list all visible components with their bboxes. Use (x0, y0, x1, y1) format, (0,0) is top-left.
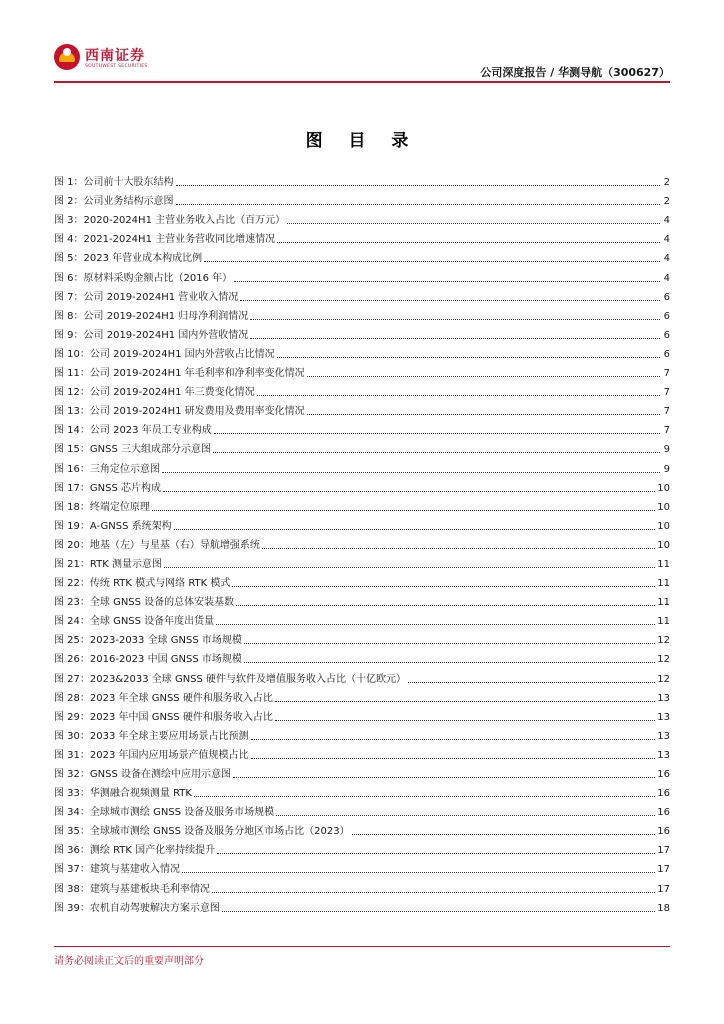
toc-entry-label: 图 34：全球城市测绘 GNSS 设备及服务市场规模 (54, 807, 275, 819)
toc-entry-page-number: 9 (663, 463, 670, 475)
logo-emblem-icon (54, 44, 80, 70)
page-header (0, 0, 724, 84)
toc-entry-label: 图 7：公司 2019-2024H1 营业收入情况 (54, 291, 239, 303)
toc-entry[interactable] (54, 170, 670, 189)
toc-dot-leader (216, 624, 655, 625)
header-divider (54, 81, 670, 83)
toc-dot-leader (250, 338, 660, 339)
toc-dot-leader (234, 281, 660, 282)
toc-entry-label: 图 3：2020-2024H1 主营业务收入占比（百万元） (54, 215, 286, 227)
toc-entry[interactable] (54, 876, 670, 895)
logo-chinese-name: 西南证券 (85, 48, 145, 64)
toc-entry[interactable] (54, 285, 670, 304)
toc-entry[interactable] (54, 399, 670, 418)
toc-entry[interactable] (54, 380, 670, 399)
toc-dot-leader (164, 567, 655, 568)
toc-entry-page-number: 2 (663, 177, 670, 189)
logo-english-name: SOUTHWEST SECURITIES (85, 64, 148, 69)
report-header-title: 公司深度报告 / 华测导航（300627） (480, 66, 670, 79)
toc-entry[interactable] (54, 628, 670, 647)
toc-entry-label: 图 20：地基（左）与星基（右）导航增强系统 (54, 539, 260, 551)
toc-dot-leader (182, 872, 655, 873)
toc-entry[interactable] (54, 666, 670, 685)
toc-dot-leader (232, 586, 655, 587)
toc-entry-label: 图 33：华测融合视频测量 RTK (54, 788, 192, 800)
toc-entry-page-number: 7 (663, 425, 670, 437)
toc-entry[interactable] (54, 819, 670, 838)
toc-entry-page-number: 16 (657, 788, 670, 800)
toc-entry-label: 图 13：公司 2019-2024H1 研发费用及费用率变化情况 (54, 406, 305, 418)
toc-dot-leader (251, 758, 656, 759)
toc-entry-page-number: 16 (657, 826, 670, 838)
toc-entry-label: 图 26：2016-2023 中国 GNSS 市场规模 (54, 654, 242, 666)
toc-entry[interactable] (54, 495, 670, 514)
toc-entry-page-number: 17 (657, 845, 670, 857)
toc-entry-label: 图 25：2023-2033 全球 GNSS 市场规模 (54, 635, 242, 647)
toc-entry-label: 图 37：建筑与基建收入情况 (54, 864, 180, 876)
toc-entry[interactable] (54, 762, 670, 781)
toc-dot-leader (352, 834, 656, 835)
toc-entry-label: 图 28：2023 年全球 GNSS 硬件和服务收入占比 (54, 692, 273, 704)
toc-entry-page-number: 18 (657, 902, 670, 914)
toc-dot-leader (307, 376, 660, 377)
toc-entry[interactable] (54, 857, 670, 876)
toc-entry-page-number: 10 (657, 501, 670, 513)
toc-entry-label: 图 14：公司 2023 年员工专业构成 (54, 425, 212, 437)
toc-entry-label: 图 4：2021-2024H1 主营业务营收同比增速情况 (54, 234, 276, 246)
toc-entry[interactable] (54, 208, 670, 227)
toc-entry[interactable] (54, 552, 670, 571)
toc-entry-page-number: 12 (657, 635, 670, 647)
toc-dot-leader (212, 892, 655, 893)
toc-dot-leader (194, 796, 655, 797)
toc-entry-page-number: 6 (663, 291, 670, 303)
toc-entry-page-number: 11 (657, 558, 670, 570)
toc-entry-page-number: 4 (663, 234, 670, 246)
toc-entry-label: 图 27：2023&2033 全球 GNSS 硬件与软件及增值服务收入占比（十亿欧元） (54, 673, 407, 685)
toc-entry-page-number: 12 (657, 654, 670, 666)
toc-entry[interactable] (54, 456, 670, 475)
toc-entry[interactable] (54, 533, 670, 552)
toc-dot-leader (240, 300, 660, 301)
toc-entry[interactable] (54, 304, 670, 323)
toc-entry-label: 图 22：传统 RTK 模式与网络 RTK 模式 (54, 578, 231, 590)
toc-entry-label: 图 24：全球 GNSS 设备年度出货量 (54, 616, 215, 628)
toc-entry-label: 图 31：2023 年国内应用场景产值规模占比 (54, 749, 249, 761)
toc-entry[interactable] (54, 476, 670, 495)
toc-entry-label: 图 9：公司 2019-2024H1 国内外营收情况 (54, 329, 249, 341)
toc-entry[interactable] (54, 342, 670, 361)
toc-entry-label: 图 29：2023 年中国 GNSS 硬件和服务收入占比 (54, 711, 273, 723)
toc-entry-label: 图 17：GNSS 芯片构成 (54, 482, 162, 494)
toc-entry[interactable] (54, 265, 670, 284)
toc-entry-page-number: 13 (657, 749, 670, 761)
toc-entry-label: 图 38：建筑与基建板块毛利率情况 (54, 883, 210, 895)
toc-entry[interactable] (54, 514, 670, 533)
toc-entry-label: 图 36：测绘 RTK 国产化率持续提升 (54, 845, 216, 857)
toc-dot-leader (287, 223, 660, 224)
toc-dot-leader (307, 414, 660, 415)
toc-entry-label: 图 15：GNSS 三大组成部分示意图 (54, 444, 212, 456)
toc-entry-page-number: 13 (657, 711, 670, 723)
toc-dot-leader (213, 452, 660, 453)
toc-entry-page-number: 11 (657, 616, 670, 628)
toc-entry-page-number: 10 (657, 539, 670, 551)
toc-dot-leader (262, 548, 655, 549)
toc-dot-leader (277, 357, 660, 358)
toc-dot-leader (276, 815, 655, 816)
toc-dot-leader (176, 185, 660, 186)
toc-dot-leader (408, 682, 655, 683)
toc-entry-page-number: 4 (663, 272, 670, 284)
toc-entry[interactable] (54, 781, 670, 800)
toc-entry-label: 图 19：A-GNSS 系统架构 (54, 520, 172, 532)
toc-entry-page-number: 4 (663, 215, 670, 227)
toc-entry[interactable] (54, 609, 670, 628)
toc-dot-leader (275, 720, 655, 721)
toc-entry[interactable] (54, 361, 670, 380)
toc-dot-leader (176, 204, 660, 205)
toc-entry-label: 图 11：公司 2019-2024H1 年毛利率和净利率变化情况 (54, 368, 305, 380)
toc-entry[interactable] (54, 437, 670, 456)
toc-entry-label: 图 23：全球 GNSS 设备的总体安装基数 (54, 597, 235, 609)
toc-entry-label: 图 10：公司 2019-2024H1 国内外营收占比情况 (54, 348, 275, 360)
toc-entry[interactable] (54, 647, 670, 666)
toc-entry-page-number: 7 (663, 406, 670, 418)
toc-dot-leader (275, 701, 655, 702)
toc-entry-page-number: 17 (657, 883, 670, 895)
toc-dot-leader (244, 643, 655, 644)
toc-entry-label: 图 32：GNSS 设备在测绘中应用示意图 (54, 769, 232, 780)
toc-entry[interactable] (54, 590, 670, 609)
toc-entry-label: 图 35：全球城市测绘 GNSS 设备及服务分地区市场占比（2023） (54, 826, 350, 838)
toc-entry-label: 图 16：三角定位示意图 (54, 463, 160, 475)
toc-dot-leader (214, 433, 660, 434)
toc-entry[interactable] (54, 189, 670, 208)
toc-entry-page-number: 10 (657, 520, 670, 532)
toc-entry[interactable] (54, 323, 670, 342)
toc-entry-label: 图 6：原材料采购金额占比（2016 年） (54, 272, 233, 284)
toc-entry-page-number: 9 (663, 444, 670, 456)
toc-entry[interactable] (54, 724, 670, 743)
toc-entry-page-number: 13 (657, 730, 670, 742)
toc-entry-page-number: 4 (663, 253, 670, 265)
toc-entry[interactable] (54, 686, 670, 705)
toc-entry-page-number: 7 (663, 387, 670, 399)
footer-divider (54, 946, 670, 947)
toc-dot-leader (163, 491, 655, 492)
toc-entry-label: 图 2：公司业务结构示意图 (54, 196, 174, 208)
toc-dot-leader (174, 529, 656, 530)
toc-dot-leader (251, 739, 656, 740)
toc-entry[interactable] (54, 227, 670, 246)
toc-entry-page-number: 11 (657, 597, 670, 609)
toc-dot-leader (250, 319, 660, 320)
toc-dot-leader (236, 605, 655, 606)
footer-disclaimer: 请务必阅读正文后的重要声明部分 (54, 956, 204, 967)
figure-index-title: 图 目 录 (305, 131, 419, 151)
toc-dot-leader (152, 510, 655, 511)
toc-entry-page-number: 13 (657, 692, 670, 704)
toc-entry[interactable] (54, 571, 670, 590)
toc-entry-page-number: 10 (657, 482, 670, 494)
toc-dot-leader (204, 261, 660, 262)
toc-entry-page-number: 11 (657, 578, 670, 590)
toc-entry[interactable] (54, 800, 670, 819)
toc-dot-leader (162, 472, 660, 473)
toc-entry-label: 图 5：2023 年营业成本构成比例 (54, 253, 203, 265)
toc-entry-page-number: 16 (657, 769, 670, 780)
toc-entry-label: 图 12：公司 2019-2024H1 年三费变化情况 (54, 387, 255, 399)
toc-entry[interactable] (54, 705, 670, 724)
toc-entry[interactable] (54, 743, 670, 762)
toc-entry-label: 图 39：农机自动驾驶解决方案示意图 (54, 902, 220, 914)
toc-entry-page-number: 17 (657, 864, 670, 876)
toc-entry-label: 图 18：终端定位原理 (54, 501, 150, 513)
toc-entry-label: 图 8：公司 2019-2024H1 归母净利润情况 (54, 310, 249, 322)
toc-entry-page-number: 7 (663, 368, 670, 380)
toc-dot-leader (217, 853, 655, 854)
toc-dot-leader (222, 911, 655, 912)
toc-entry-page-number: 16 (657, 807, 670, 819)
toc-entry-page-number: 6 (663, 329, 670, 341)
toc-dot-leader (244, 662, 655, 663)
toc-entry-label: 图 30：2033 年全球主要应用场景占比预测 (54, 730, 249, 742)
toc-dot-leader (277, 242, 660, 243)
toc-entry[interactable] (54, 838, 670, 857)
company-logo (54, 44, 154, 76)
toc-entry-page-number: 12 (657, 673, 670, 685)
toc-entry-page-number: 2 (663, 196, 670, 208)
toc-entry-page-number: 6 (663, 348, 670, 360)
toc-entry-label: 图 21：RTK 测量示意图 (54, 558, 162, 570)
toc-entry[interactable] (54, 246, 670, 265)
toc-dot-leader (257, 395, 660, 396)
toc-entry-label: 图 1：公司前十大股东结构 (54, 177, 174, 189)
toc-dot-leader (233, 777, 655, 778)
figure-index-list (54, 170, 670, 915)
toc-entry[interactable] (54, 896, 670, 915)
toc-entry[interactable] (54, 418, 670, 437)
toc-entry-page-number: 6 (663, 310, 670, 322)
